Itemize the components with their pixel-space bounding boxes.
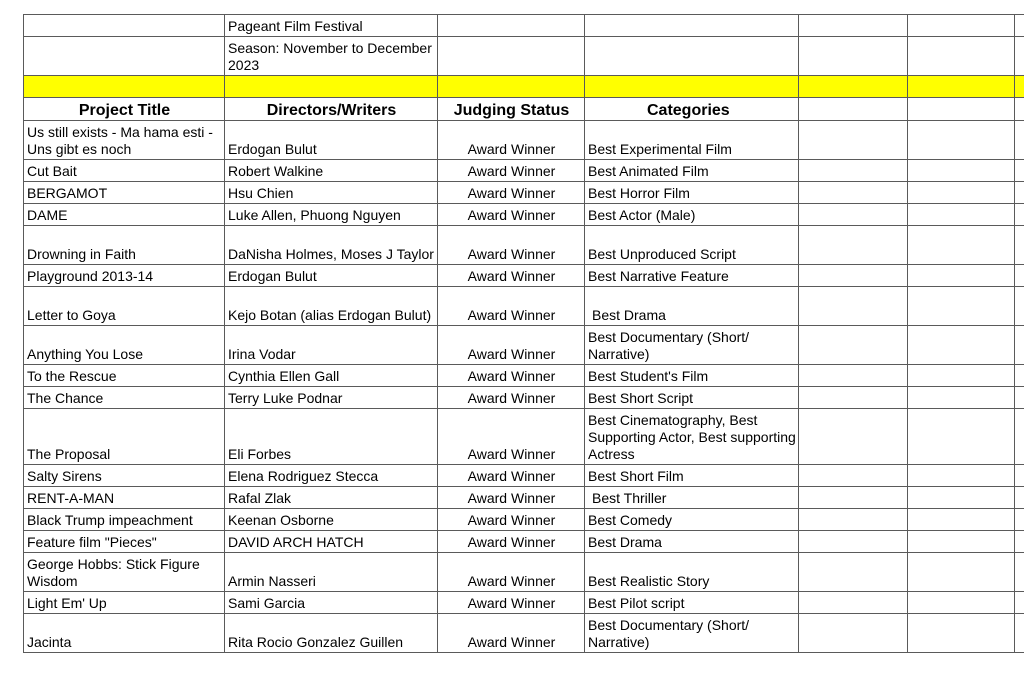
table-row bbox=[24, 553, 1024, 592]
project-title-cell[interactable]: Jacinta bbox=[24, 614, 225, 653]
judging-status-cell[interactable]: Award Winner bbox=[438, 287, 585, 326]
cell[interactable] bbox=[1015, 365, 1024, 387]
judging-status-cell[interactable]: Award Winner bbox=[438, 387, 585, 409]
project-title-cell[interactable]: The Chance bbox=[24, 387, 225, 409]
cell[interactable] bbox=[908, 287, 1015, 326]
cell[interactable] bbox=[908, 182, 1015, 204]
judging-status-cell[interactable]: Award Winner bbox=[438, 409, 585, 465]
cell[interactable] bbox=[1015, 592, 1024, 614]
cell[interactable] bbox=[799, 37, 908, 76]
category-cell[interactable]: Best Drama bbox=[585, 287, 799, 326]
cell[interactable] bbox=[1015, 387, 1024, 409]
judging-status-cell[interactable]: Award Winner bbox=[438, 160, 585, 182]
festival-name-row bbox=[24, 15, 1024, 37]
table-row bbox=[24, 121, 1024, 160]
cell[interactable] bbox=[799, 465, 908, 487]
category-cell[interactable]: Best Short Script bbox=[585, 387, 799, 409]
project-title-cell[interactable]: Cut Bait bbox=[24, 160, 225, 182]
category-cell[interactable]: Best Animated Film bbox=[585, 160, 799, 182]
category-cell[interactable]: Best Comedy bbox=[585, 509, 799, 531]
cell[interactable] bbox=[799, 265, 908, 287]
table-row bbox=[24, 387, 1024, 409]
highlight-cell[interactable] bbox=[908, 76, 1015, 98]
table-row bbox=[24, 409, 1024, 465]
cell[interactable] bbox=[585, 37, 799, 76]
cell[interactable] bbox=[799, 487, 908, 509]
cell[interactable] bbox=[908, 409, 1015, 465]
highlight-cell[interactable] bbox=[585, 76, 799, 98]
cell[interactable] bbox=[908, 37, 1015, 76]
judging-status-cell[interactable]: Award Winner bbox=[438, 465, 585, 487]
table-row bbox=[24, 465, 1024, 487]
cell[interactable] bbox=[908, 553, 1015, 592]
judging-status-cell[interactable]: Award Winner bbox=[438, 509, 585, 531]
directors-cell[interactable]: Eli Forbes bbox=[225, 409, 438, 465]
cell[interactable] bbox=[908, 160, 1015, 182]
category-cell[interactable]: Best Narrative Feature bbox=[585, 265, 799, 287]
table-row bbox=[24, 365, 1024, 387]
category-cell[interactable]: Best Actor (Male) bbox=[585, 204, 799, 226]
cell[interactable] bbox=[799, 182, 908, 204]
cell[interactable] bbox=[1015, 487, 1024, 509]
cell[interactable] bbox=[908, 265, 1015, 287]
cell[interactable] bbox=[1015, 287, 1024, 326]
festival-season-row bbox=[24, 37, 1024, 76]
directors-cell[interactable]: Hsu Chien bbox=[225, 182, 438, 204]
highlight-cell[interactable] bbox=[1015, 76, 1024, 98]
directors-cell[interactable]: Erdogan Bulut bbox=[225, 265, 438, 287]
cell[interactable] bbox=[908, 487, 1015, 509]
judging-status-cell[interactable]: Award Winner bbox=[438, 531, 585, 553]
cell[interactable] bbox=[908, 531, 1015, 553]
cell[interactable] bbox=[1015, 15, 1024, 37]
cell[interactable] bbox=[799, 226, 908, 265]
cell[interactable] bbox=[908, 121, 1015, 160]
cell[interactable] bbox=[1015, 265, 1024, 287]
header-directors-writers[interactable]: Directors/Writers bbox=[225, 98, 438, 121]
directors-cell[interactable]: Kejo Botan (alias Erdogan Bulut) bbox=[225, 287, 438, 326]
project-title-cell[interactable]: Playground 2013-14 bbox=[24, 265, 225, 287]
table-row bbox=[24, 509, 1024, 531]
cell[interactable] bbox=[799, 614, 908, 653]
project-title-cell[interactable]: Black Trump impeachment bbox=[24, 509, 225, 531]
cell[interactable] bbox=[1015, 326, 1024, 365]
cell[interactable] bbox=[1015, 121, 1024, 160]
table-row bbox=[24, 182, 1024, 204]
cell[interactable] bbox=[908, 592, 1015, 614]
cell[interactable] bbox=[908, 98, 1015, 121]
festival-season[interactable]: Season: November to December 2023 bbox=[225, 37, 438, 76]
cell[interactable] bbox=[1015, 465, 1024, 487]
cell[interactable] bbox=[799, 15, 908, 37]
cell[interactable] bbox=[799, 204, 908, 226]
project-title-cell[interactable]: Drowning in Faith bbox=[24, 226, 225, 265]
highlight-cell[interactable] bbox=[438, 76, 585, 98]
cell[interactable] bbox=[24, 15, 225, 37]
cell[interactable] bbox=[1015, 204, 1024, 226]
cell[interactable] bbox=[1015, 160, 1024, 182]
cell[interactable] bbox=[799, 509, 908, 531]
cell[interactable] bbox=[799, 287, 908, 326]
table-row bbox=[24, 487, 1024, 509]
category-cell[interactable]: Best Cinematography, Best Supporting Actor, Best supporting Actress bbox=[585, 409, 799, 465]
cell[interactable] bbox=[1015, 226, 1024, 265]
header-categories[interactable]: Categories bbox=[585, 98, 799, 121]
cell[interactable] bbox=[1015, 182, 1024, 204]
cell[interactable] bbox=[24, 37, 225, 76]
project-title-cell[interactable]: RENT-A-MAN bbox=[24, 487, 225, 509]
directors-cell[interactable]: Luke Allen, Phuong Nguyen bbox=[225, 204, 438, 226]
directors-cell[interactable]: Robert Walkine bbox=[225, 160, 438, 182]
directors-cell[interactable]: DaNisha Holmes, Moses J Taylor bbox=[225, 226, 438, 265]
cell[interactable] bbox=[908, 204, 1015, 226]
cell[interactable] bbox=[908, 326, 1015, 365]
project-title-cell[interactable]: The Proposal bbox=[24, 409, 225, 465]
cell[interactable] bbox=[1015, 509, 1024, 531]
cell[interactable] bbox=[799, 121, 908, 160]
judging-status-cell[interactable]: Award Winner bbox=[438, 226, 585, 265]
cell[interactable] bbox=[1015, 409, 1024, 465]
directors-cell[interactable]: Sami Garcia bbox=[225, 592, 438, 614]
category-cell[interactable]: Best Realistic Story bbox=[585, 553, 799, 592]
cell[interactable] bbox=[908, 509, 1015, 531]
category-cell[interactable]: Best Horror Film bbox=[585, 182, 799, 204]
project-title-cell[interactable]: Light Em' Up bbox=[24, 592, 225, 614]
project-title-cell[interactable]: Letter to Goya bbox=[24, 287, 225, 326]
cell[interactable] bbox=[908, 387, 1015, 409]
project-title-cell[interactable]: Feature film "Pieces" bbox=[24, 531, 225, 553]
project-title-cell[interactable]: George Hobbs: Stick Figure Wisdom bbox=[24, 553, 225, 592]
directors-cell[interactable]: Elena Rodriguez Stecca bbox=[225, 465, 438, 487]
highlight-cell[interactable] bbox=[799, 76, 908, 98]
directors-cell[interactable]: Cynthia Ellen Gall bbox=[225, 365, 438, 387]
directors-cell[interactable]: Keenan Osborne bbox=[225, 509, 438, 531]
judging-status-cell[interactable]: Award Winner bbox=[438, 553, 585, 592]
directors-cell[interactable]: Irina Vodar bbox=[225, 326, 438, 365]
cell[interactable] bbox=[908, 614, 1015, 653]
table-row bbox=[24, 226, 1024, 265]
category-cell[interactable]: Best Experimental Film bbox=[585, 121, 799, 160]
cell[interactable] bbox=[1015, 98, 1024, 121]
table-row bbox=[24, 204, 1024, 226]
judging-status-cell[interactable]: Award Winner bbox=[438, 614, 585, 653]
cell[interactable] bbox=[438, 15, 585, 37]
category-cell[interactable]: Best Drama bbox=[585, 531, 799, 553]
cell[interactable] bbox=[1015, 37, 1024, 76]
directors-cell[interactable]: Erdogan Bulut bbox=[225, 121, 438, 160]
cell[interactable] bbox=[908, 15, 1015, 37]
judging-status-cell[interactable]: Award Winner bbox=[438, 265, 585, 287]
directors-cell[interactable]: Rita Rocio Gonzalez Guillen bbox=[225, 614, 438, 653]
directors-cell[interactable]: Armin Nasseri bbox=[225, 553, 438, 592]
judging-status-cell[interactable]: Award Winner bbox=[438, 592, 585, 614]
judging-status-cell[interactable]: Award Winner bbox=[438, 487, 585, 509]
cell[interactable] bbox=[908, 226, 1015, 265]
project-title-cell[interactable]: DAME bbox=[24, 204, 225, 226]
category-cell[interactable]: Best Student's Film bbox=[585, 365, 799, 387]
header-judging-status[interactable]: Judging Status bbox=[438, 98, 585, 121]
cell[interactable] bbox=[799, 409, 908, 465]
table-row bbox=[24, 614, 1024, 653]
festival-name[interactable]: Pageant Film Festival bbox=[225, 15, 438, 37]
category-cell[interactable]: Best Pilot script bbox=[585, 592, 799, 614]
cell[interactable] bbox=[1015, 614, 1024, 653]
table-row bbox=[24, 592, 1024, 614]
project-title-cell[interactable]: Anything You Lose bbox=[24, 326, 225, 365]
cell[interactable] bbox=[908, 465, 1015, 487]
project-title-cell[interactable]: To the Rescue bbox=[24, 365, 225, 387]
judging-status-cell[interactable]: Award Winner bbox=[438, 121, 585, 160]
category-cell[interactable]: Best Unproduced Script bbox=[585, 226, 799, 265]
cell[interactable] bbox=[799, 160, 908, 182]
directors-cell[interactable]: DAVID ARCH HATCH bbox=[225, 531, 438, 553]
spreadsheet-table bbox=[23, 14, 1024, 653]
table-row bbox=[24, 326, 1024, 365]
project-title-cell[interactable]: BERGAMOT bbox=[24, 182, 225, 204]
category-cell[interactable]: Best Documentary (Short/ Narrative) bbox=[585, 326, 799, 365]
cell[interactable] bbox=[799, 553, 908, 592]
directors-cell[interactable]: Terry Luke Podnar bbox=[225, 387, 438, 409]
header-project-title[interactable]: Project Title bbox=[24, 98, 225, 121]
table-row bbox=[24, 531, 1024, 553]
cell[interactable] bbox=[799, 592, 908, 614]
judging-status-cell[interactable]: Award Winner bbox=[438, 365, 585, 387]
category-cell[interactable]: Best Short Film bbox=[585, 465, 799, 487]
judging-status-cell[interactable]: Award Winner bbox=[438, 182, 585, 204]
cell[interactable] bbox=[799, 531, 908, 553]
header-row bbox=[24, 98, 1024, 121]
directors-cell[interactable]: Rafal Zlak bbox=[225, 487, 438, 509]
highlight-cell[interactable] bbox=[225, 76, 438, 98]
cell[interactable] bbox=[799, 98, 908, 121]
cell[interactable] bbox=[799, 387, 908, 409]
highlight-cell[interactable] bbox=[24, 76, 225, 98]
project-title-cell[interactable]: Salty Sirens bbox=[24, 465, 225, 487]
table-row bbox=[24, 287, 1024, 326]
judging-status-cell[interactable]: Award Winner bbox=[438, 204, 585, 226]
cell[interactable] bbox=[438, 37, 585, 76]
cell[interactable] bbox=[908, 365, 1015, 387]
category-cell[interactable]: Best Documentary (Short/ Narrative) bbox=[585, 614, 799, 653]
category-cell[interactable]: Best Thriller bbox=[585, 487, 799, 509]
project-title-cell[interactable]: Us still exists - Ma hama esti - Uns gibt es noch bbox=[24, 121, 225, 160]
cell[interactable] bbox=[1015, 531, 1024, 553]
table-row bbox=[24, 160, 1024, 182]
cell[interactable] bbox=[585, 15, 799, 37]
table-row bbox=[24, 265, 1024, 287]
cell[interactable] bbox=[799, 365, 908, 387]
cell[interactable] bbox=[1015, 553, 1024, 592]
judging-status-cell[interactable]: Award Winner bbox=[438, 326, 585, 365]
highlight-row bbox=[24, 76, 1024, 98]
cell[interactable] bbox=[799, 326, 908, 365]
